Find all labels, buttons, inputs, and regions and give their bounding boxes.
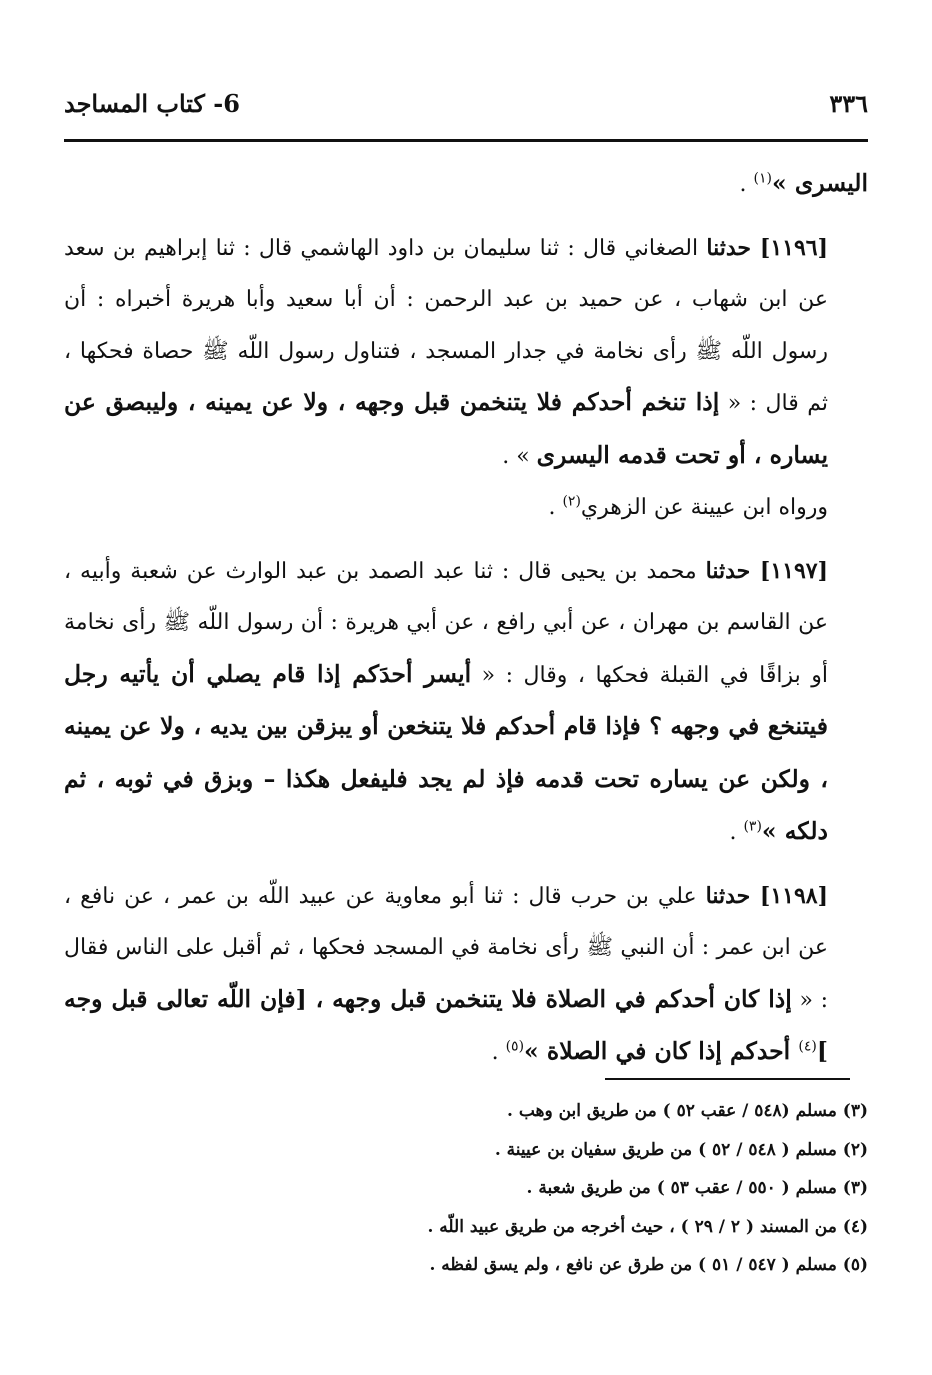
footnote-ref: (٢) [562,493,581,510]
riwaya-note: ورواه ابن عيينة عن الزهري$^{(٢)}$ . [548,493,828,520]
chapter-title: 6- كتاب المساجد [64,88,240,118]
hadith-1197: [١١٩٧] حدثنا محمد بن يحيى قال : ثنا عبد الصمد بن عبد الوارث عن شعبة وأبيه ، عن القاسم بن مهران ، عن أبي رافع ، عن أبي هريرة : أن رسول اللّه ﷺ رأى نخامة أو بزاقًا في القبلة فحكها ، وقال : « أيسر أحدَكم إذا قام يصلي أن يأتيه رجل فيتنخع في وجهه ؟ فإذا قام أحدكم فلا يتنخعن أو يبزقن بين يديه ، ولا عن يمينه ، ولكن عن يساره تحت قدمه فإذ لم يجد فليفعل هكذا – وبزق في ثوبه ، ثم دلكه »$^{(٣)}$ . [64,557,829,845]
footnote-item: (٣) مسلم ( ٥٥٠ / عقب ٥٣ ) من طريق شعبة . [526,1178,868,1199]
footnote-ref: (١) [753,170,773,187]
hadith-1198: [١١٩٨] حدثنا علي بن حرب قال : ثنا أبو معاوية عن عبيد اللّه بن عمر ، عن نافع ، عن ابن عمر : أن النبي ﷺ رأى نخامة في المسجد فحكها ، ثم أقبل على الناس فقال : « إذا كان أحدكم في الصلاة فلا يتنخمن قبل وجهه ، [فإن اللّه تعالى قبل وجه ]$^{(٤)}$ أحدكم إذا كان في الصلاة »$^{(٥)}$ . [64,882,829,1065]
footnote-item: (٢) مسلم ( ٥٤٨ / ٥٢ ) من طريق سفيان بن عيينة . [494,1139,868,1160]
footnote-item: (٣) مسلم (٥٤٨ / عقب ٥٢ ) من طريق ابن وهب . [506,1101,868,1121]
continuation-paragraph: اليسرى »$^{(١)}$ . [739,169,868,197]
hadith-number: [١١٩٨] [750,882,828,909]
footnote-ref: (٣) [743,818,762,835]
footnote-item: (٥) مسلم ( ٥٤٧ / ٥١ ) من طرق عن نافع ، ولم يسق لفظه . [429,1255,868,1276]
page-header [64,82,868,124]
page-number: ٣٣٦ [829,88,868,118]
page-body [64,158,868,1079]
footnote-item: (٤) من المسند ( ٢ / ٢٩ ) ، حيث أخرجه من طريق عبيد اللّه . [427,1216,868,1237]
hadith-number: [١١٩٧] [750,557,829,584]
footnote-ref: (٤) [798,1038,817,1055]
hadith-number: [١١٩٦] [750,234,828,261]
hadith-1196: [١١٩٦] حدثنا الصغاني قال : ثنا سليمان بن داود الهاشمي قال : ثنا إبراهيم بن سعد عن ابن شهاب ، عن حميد بن عبد الرحمن : أن أبا سعيد وأبا هريرة أخبراه : أن رسول اللّه ﷺ رأى نخامة في جدار المسجد ، فتناول رسول اللّه ﷺ حصاة فحكها ، ثم قال : « إذا تنخم أحدكم فلا يتنخمن قبل وجهه ، ولا عن يمينه ، وليبصق عن يساره ، أو تحت قدمه اليسرى » . [64,234,828,469]
narration-keyword: حدثنا [705,557,751,584]
footnotes [64,1092,868,1285]
header-divider [64,139,868,142]
narration-keyword: حدثنا [706,234,751,261]
footnote-ref: (٥) [505,1038,525,1055]
matn-text: أحدكم إذا كان في الصلاة » [524,1037,799,1065]
matn-text: أيسر أحدَكم إذا قام يصلي أن يأتيه رجل فيتنخع في وجهه ؟ فإذا قام أحدكم فلا يتنخعن أو يبزقن بين يديه ، ولا عن يمينه ، ولكن عن يساره تحت قدمه فإذ لم يجد فليفعل هكذا – وبزق في ثوبه ، ثم دلكه » [64,659,828,845]
footnote-divider [605,1078,850,1080]
narration-keyword: حدثنا [705,882,751,909]
isnad-text: علي بن حرب قال : ثنا أبو معاوية عن عبيد اللّه بن عمر ، عن نافع ، عن ابن عمر : أن النبي ﷺ رأى نخامة في المسجد فحكها ، ثم أقبل على الناس فقال : « [64,883,829,1013]
isnad-text: الصغاني قال : ثنا سليمان بن داود الهاشمي قال : ثنا إبراهيم بن سعد عن ابن شهاب ، عن حميد بن عبد الرحمن : أن أبا سعيد وأبا هريرة أخبراه : أن رسول اللّه ﷺ رأى نخامة في جدار المسجد ، فتناول رسول اللّه ﷺ حصاة فحكها ، ثم قال : « [64,235,828,416]
matn-text: إذا كان أحدكم في الصلاة فلا يتنخمن قبل وجهه ، [فإن اللّه تعالى قبل وجه ] [64,984,828,1065]
matn-text: إذا تنخم أحدكم فلا يتنخمن قبل وجهه ، ولا عن يمينه ، وليبصق عن يساره ، أو تحت قدمه اليسرى [64,388,828,469]
isnad-text: محمد بن يحيى قال : ثنا عبد الصمد بن عبد الوارث عن شعبة وأبيه ، عن القاسم بن مهران ، عن أبي رافع ، عن أبي هريرة : أن رسول اللّه ﷺ رأى نخامة أو بزاقًا في القبلة فحكها ، وقال : « [64,558,829,688]
